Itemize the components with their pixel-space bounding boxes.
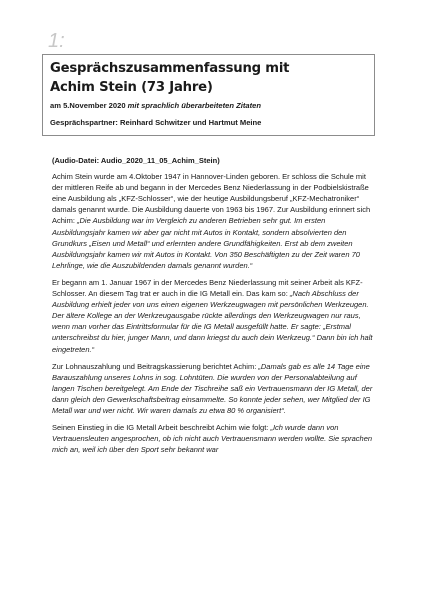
page-number: 1: [48,30,65,52]
paragraph-quote: „Nach Abschluss der Ausbildung erhielt jeder von uns einen eigenen Werkzeugwagen mit persönlichen Werkzeugen. Der ältere Kollege an der Werkzeugausgabe rückte allerdings den Werkzeugwagen nur raus, wenn man vorher das Eintrittsformular für die IG Metall ausgefüllt hatte. Er sagte: „Erstmal unterschreibst du hier, junger Mann, und dann kriegst du auch dein Werkzeug.“ Dann bin ich halt eingetreten.“ [52,289,373,354]
paragraph-quote: „Ich wurde dann von Vertrauensleuten angesprochen, ob ich nicht auch Vertrauensmann werden wollte. Sie sprachen mich an, weil ich über den Sport sehr bekannt war [52,423,373,455]
subtitle [50,101,367,111]
paragraph [52,361,377,416]
paragraph-quote: „Die Ausbildung war im Vergleich zu anderen Betrieben sehr gut. Im ersten Ausbildungsjahr kamen wir aber gar nicht mit Autos in Kontakt, sondern absolvierten den Grundkurs „Eisen und Metall“ und erlernten andere Grundfähigkeiten. Erst ab dem zweiten Ausbildungsjahr kamen wir mit Autos in Kontakt. Von 350 Beschäftigten zu der Zeit waren 70 Lehrlinge, wie die Auszubildenden damals genannt wurden.“ [52,216,360,270]
paragraph-text: Achim Stein wurde am 4.Oktober 1947 in Hannover-Linden geboren. Er schloss die Schule mit der mittleren Reife ab und begann in der Mercedes Benz Niederlassung in der Podbielskistraße eine Ausbildung als „KFZ-Schlosser“, wie der heutige Ausbildungsberuf „KFZ-Mechatroniker“ damals genannt wurde. Die Ausbildung dauerte von 1963 bis 1967. Zur Ausbildung erinnert sich Achim: [52,172,371,226]
title-line-1: Gesprächszusammenfassung mit [50,61,290,76]
paragraph-text: Zur Lohnauszahlung und Beitragskassierung berichtet Achim: [52,361,257,371]
interview-partners: Gesprächspartner: Reinhard Schwitzer und Hartmut Meine [50,118,262,127]
paragraph-text: Seinen Einstieg in die IG Metall Arbeit beschreibt Achim wie folgt: [52,423,269,433]
paragraph [52,171,377,271]
paragraph-quote: „Damals gab es alle 14 Tage eine Barauszahlung unseres Lohns in sog. Lohntüten. Die wurden von der Personalabteilung auf langen Tischen bereitgelegt. Am Ende der Tischreihe saß ein Vertrauensmann der IG Metall, der dann gleich den Gewerkschaftsbeitrag einsammelte. So konnte jeder sehen, wer Mitglied der IG Metall war und wer nicht. Wir waren damals zu etwa 80 % organisiert“. [52,361,373,415]
subtitle-note: mit sprachlich überarbeiteten Zitaten [125,101,262,110]
paragraph [52,277,377,355]
subtitle-date: am 5.November 2020 [50,101,126,110]
header-box [42,54,375,136]
document-body [52,155,377,461]
paragraph-text: Er begann am 1. Januar 1967 in der Mercedes Benz Niederlassung mit seiner Arbeit als KFZ-Schlosser. An diesem Tag trat er auch in die IG Metall ein. Das kam so: [52,277,363,299]
title-line-2: Achim Stein (73 Jahre) [50,80,213,95]
paragraph [52,422,377,455]
audio-file-reference: (Audio-Datei: Audio_2020_11_05_Achim_Stein) [52,156,220,165]
